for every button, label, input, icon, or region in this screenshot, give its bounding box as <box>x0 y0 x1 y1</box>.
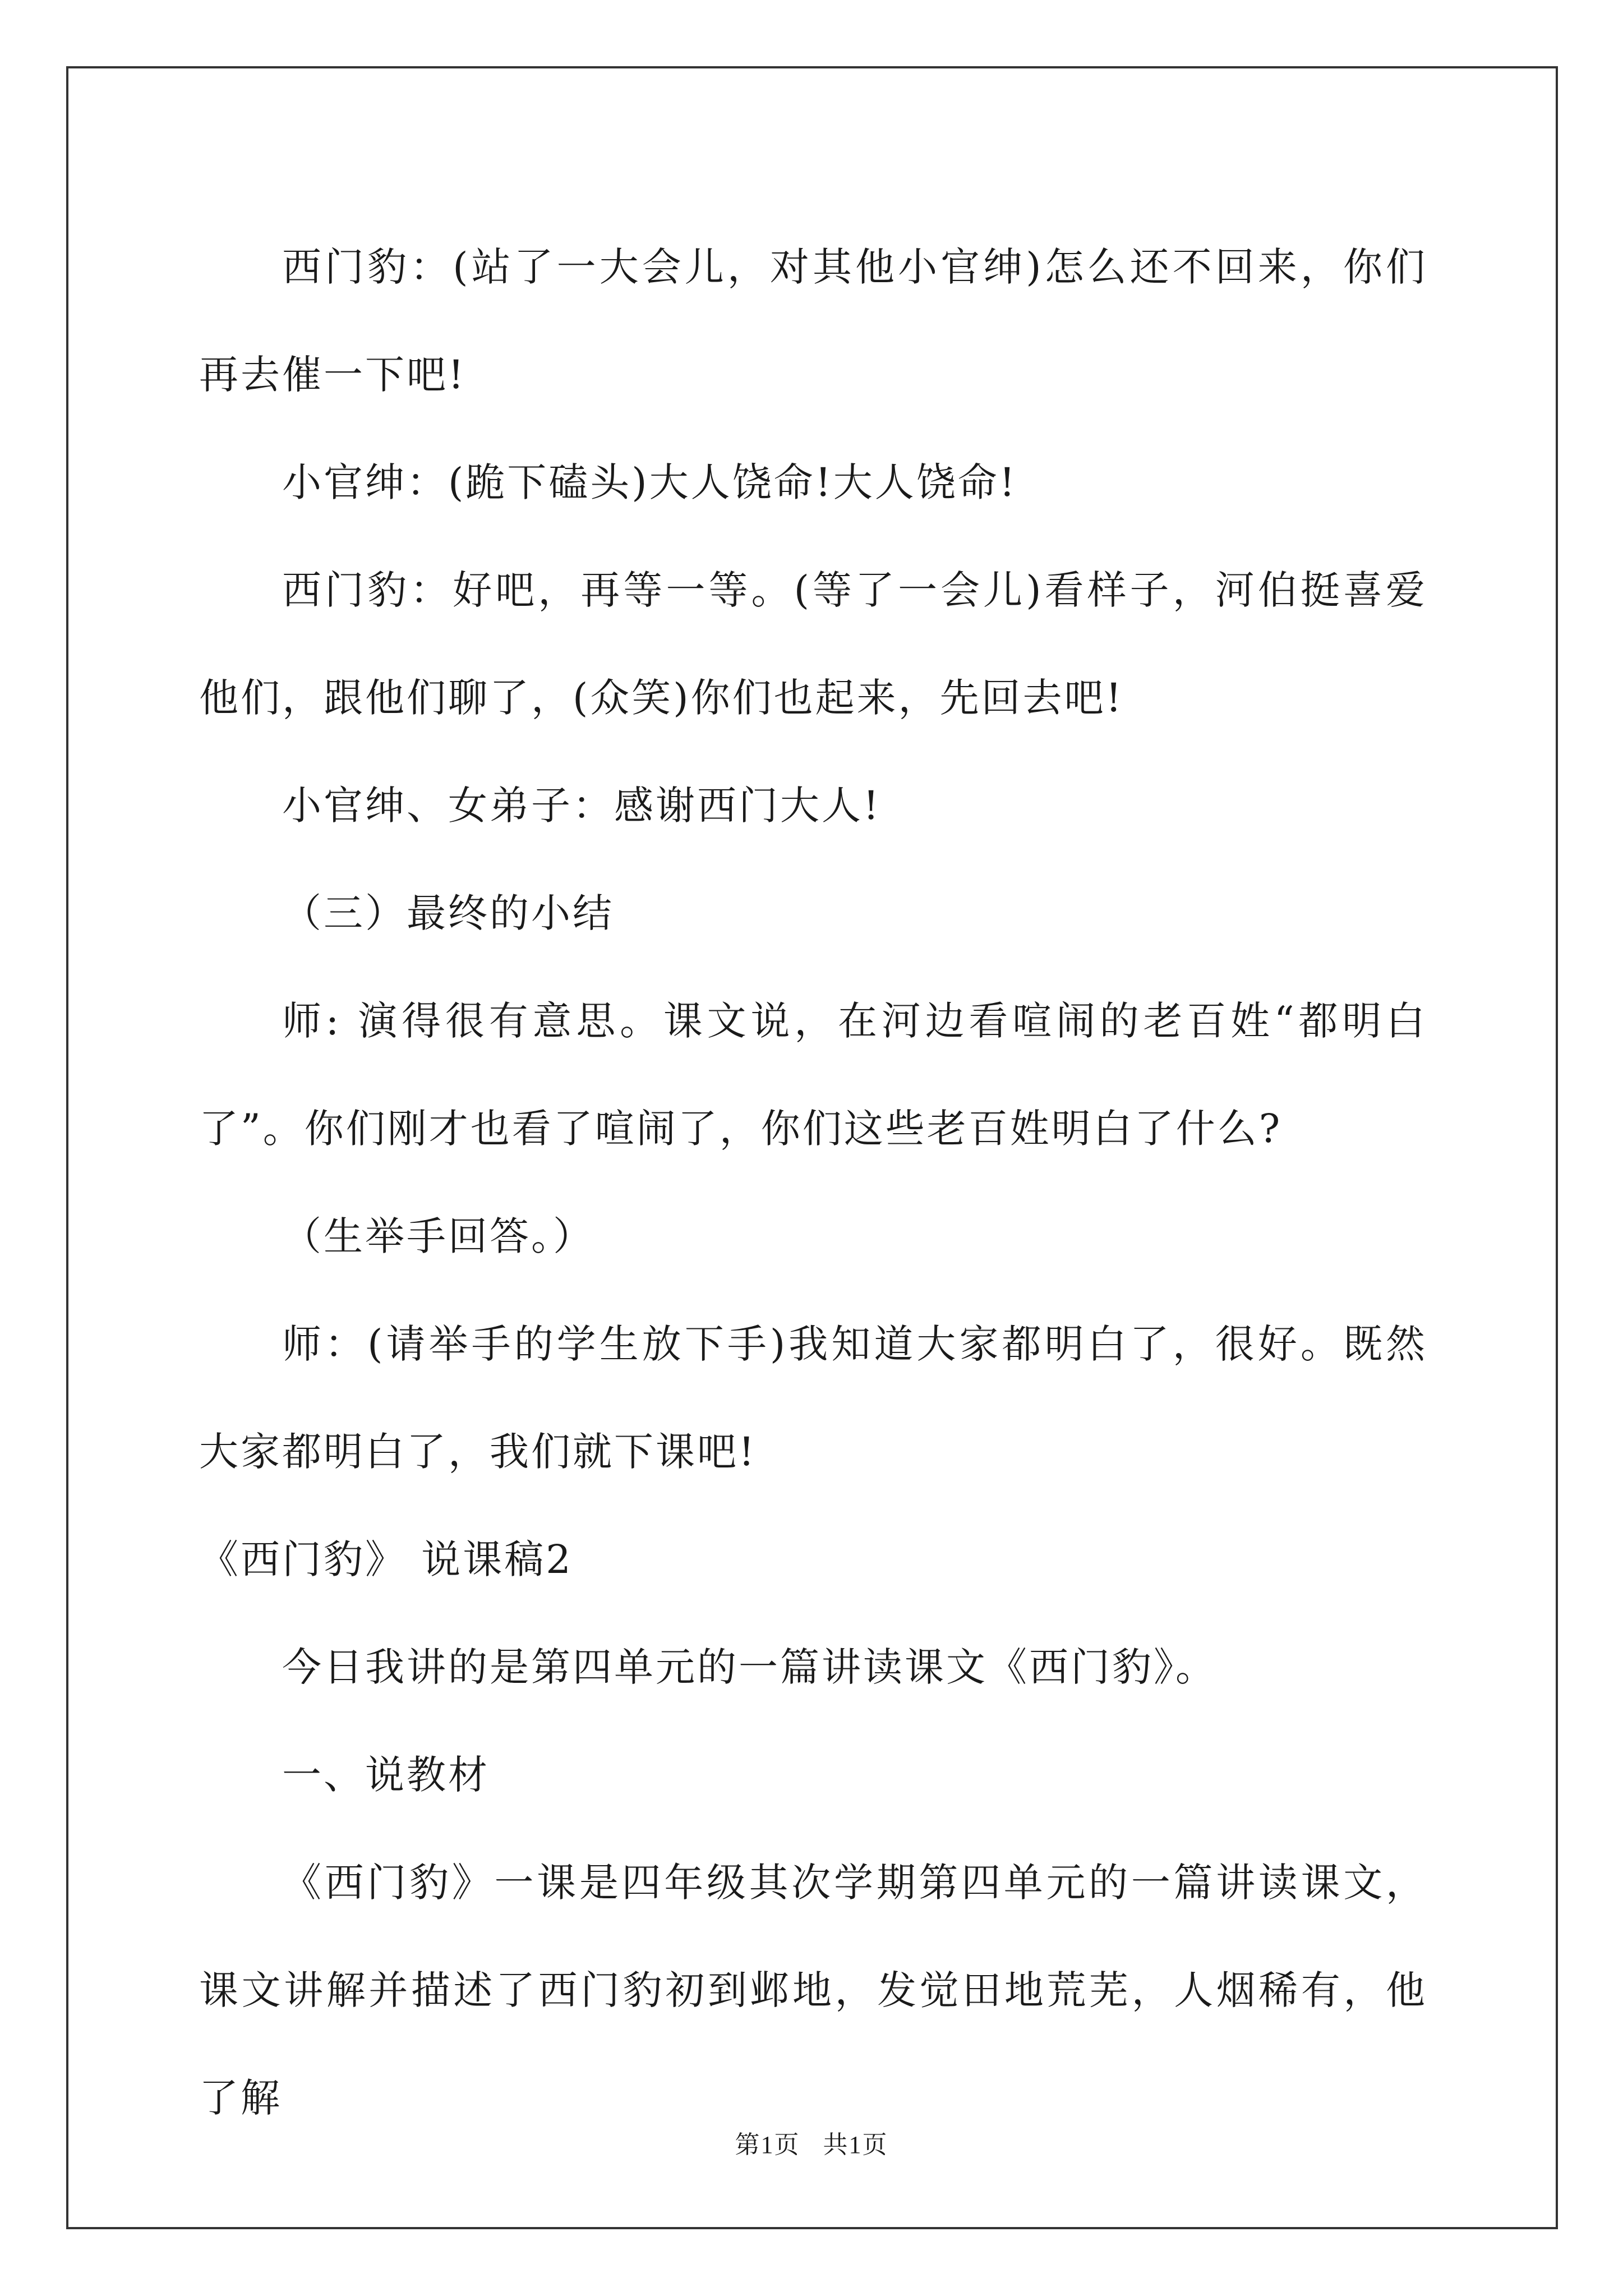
section-title: 《西门豹》 说课稿2 <box>199 1536 573 1582</box>
subsection-heading: （三）最终的小结 <box>282 890 614 936</box>
subsection-heading: 一、说教材 <box>282 1752 490 1798</box>
document-body <box>199 213 1427 2152</box>
paragraph: 师：(请举手的学生放下手)我知道大家都明白了，很好。既然大家都明白了，我们就下课吧! <box>199 1321 1427 1475</box>
paragraph: 西门豹：(站了一大会儿，对其他小官绅)怎么还不回来，你们再去催一下吧! <box>199 244 1427 398</box>
paragraph: 《西门豹》一课是四年级其次学期第四单元的一篇讲读课文，课文讲解并描述了西门豹初到邺地，发觉田地荒芜，人烟稀有，他了解 <box>199 1860 1427 2121</box>
paragraph: （生举手回答。） <box>282 1213 594 1259</box>
paragraph: 西门豹：好吧，再等一等。(等了一会儿)看样子，河伯挺喜爱他们，跟他们聊了，(众笑)你们也起来，先回去吧! <box>199 567 1427 721</box>
paragraph: 小官绅、女弟子：感谢西门大人! <box>282 783 882 829</box>
page-number: 第1页 <box>735 2131 800 2159</box>
paragraph: 今日我讲的是第四单元的一篇讲读课文《西门豹》。 <box>282 1644 1217 1690</box>
paragraph: 小官绅：(跪下磕头)大人饶命!大人饶命! <box>282 459 1017 505</box>
paragraph: 师: 演得很有意思。课文说，在河边看喧闹的老百姓“都明白了”。你们刚才也看了喧闹了，你们这些老百姓明白了什么? <box>199 998 1427 1152</box>
page-footer <box>0 2124 1623 2160</box>
page-total: 共1页 <box>823 2131 888 2159</box>
